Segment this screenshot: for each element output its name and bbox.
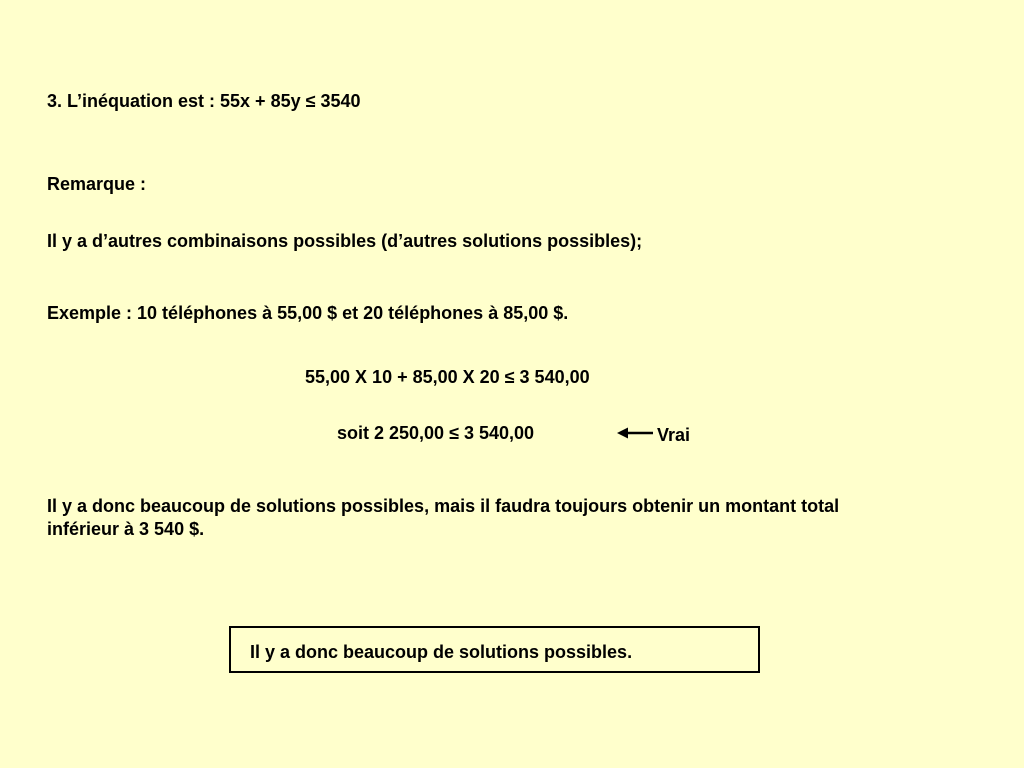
boxed-note-text: Il y a donc beaucoup de solutions possibles. xyxy=(250,642,633,662)
example-text: Exemple : 10 téléphones à 55,00 $ et 20 téléphones à 85,00 $. xyxy=(47,303,569,323)
inequation-statement: 3. L’inéquation est : 55x + 85y ≤ 3540 xyxy=(47,91,361,111)
conclusion-paragraph: Il y a donc beaucoup de solutions possibles, mais il faudra toujours obtenir un montant total inférieur à 3 540 $. xyxy=(47,496,840,539)
remark-title: Remarque : xyxy=(47,174,147,194)
calculation-line: 55,00 X 10 + 85,00 X 20 ≤ 3 540,00 xyxy=(305,367,590,387)
result-line: soit 2 250,00 ≤ 3 540,00 xyxy=(337,423,535,443)
boxed-note xyxy=(229,626,760,673)
remark-text: Il y a d’autres combinaisons possibles (d’autres solutions possibles); xyxy=(47,231,643,251)
verdict-label: Vrai xyxy=(657,425,691,445)
left-arrow-icon xyxy=(617,426,655,440)
